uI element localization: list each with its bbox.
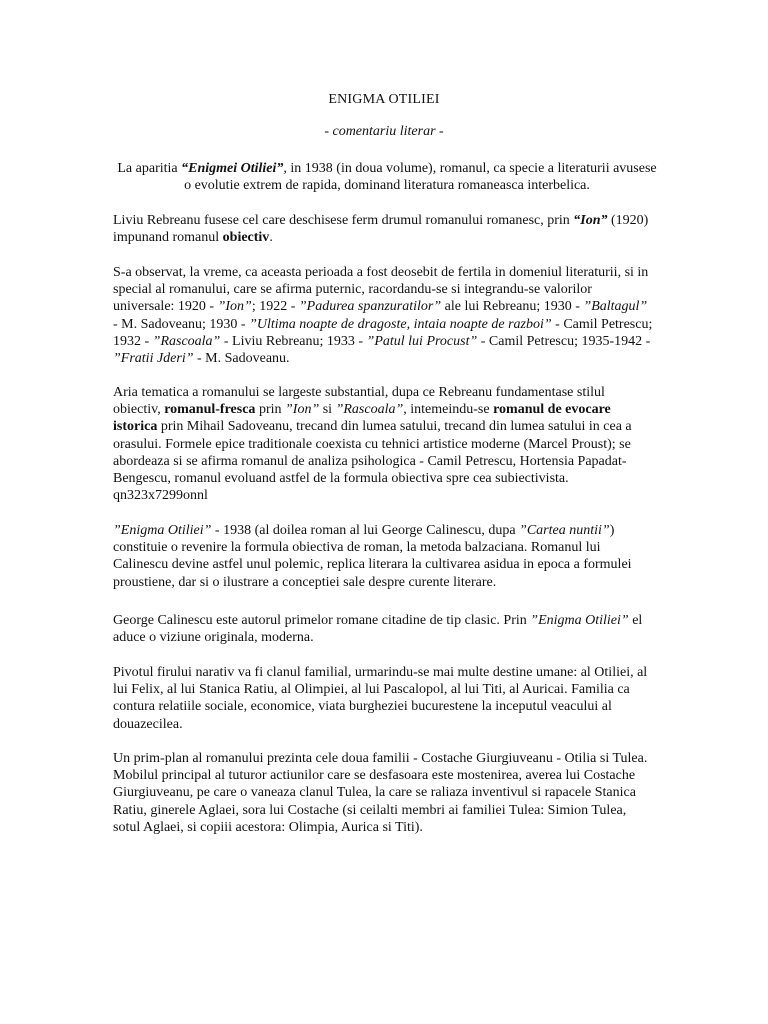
paragraph-rebreanu [113,212,653,246]
bold-term: romanul-fresca [164,402,256,418]
text-run: George Calinescu este autorul primelor romane citadine de tip clasic. Prin [113,613,531,628]
text-run: ) constituie o revenire la formula obiectiva de roman, la metoda balzaciana. Romanul lui Calinescu devine astfel unul polemic, replica literara la cultivarea asidua in epoca a formulei proustiene, dar si o ilustrare a conceptiei sale despre curente literare. [113,523,632,590]
paragraph-narrative: Pivotul firului narativ va fi clanul familial, urmarindu-se mai multe destine umane: al Otiliei, al lui Felix, al lui Stanica Ratiu, al Olimpiei, al lui Pascalopol, al lui Titi, al Auricai. Familia ca contura relatiile sociale, economice, viata burgheziei bucurestene la inceputul veacului al douazecilea. [113,665,648,732]
emphasis-title: “Enigmei Otiliei” [181,161,284,176]
work-title: ”Cartea nuntii” [519,523,610,538]
work-title: ”Ultima noapte de dragoste, intaia noapte de razboi” [249,316,552,332]
text-run: , intemeindu-se [403,402,494,418]
text-run: - M. Sadoveanu. [193,351,290,367]
work-title: ”Rascoala” [335,402,404,418]
text-run: (1920) impunand romanul [113,213,649,246]
text-run: prin Mihail Sadoveanu, trecand din lumea satului, trecand din lumea satului in cea a orasului. Formele epice traditionale coexista cu tehnici artistice moderne (Marcel Proust); se abordeaza si se afirma romanul de analiza psihologica - Camil Petrescu, Hortensia Papadat-Bengescu, romanul evoluand astfel de la formula obiectiva spre cea subiectivista. qn323x7299onnl [113,419,632,504]
work-title: ”Ion” [285,402,320,418]
work-title: ”Baltagul” [583,299,648,315]
paragraph-families: Un prim-plan al romanului prezinta cele doua familii - Costache Giurgiuveanu - Otilia si Tulea. Mobilul principal al tuturor actiunilor care se desfasoara este mostenirea, averea lui Costache Giurgiuveanu, pe care o vaneaza clanul Tulea, la care se raliaza inventivul si rapacele Stanica Ratiu, ginerele Aglaei, sora lui Costache (si ceilalti membri ai familiei Tulea: Simion Tulea, sotul Aglaei, si copiii acestora: Olimpia, Aurica si Titi). [113,751,648,835]
document-subtitle: - comentariu literar - [324,124,444,139]
work-title: ”Patul lui Procust” [366,333,478,349]
text-run: . [269,230,273,246]
text-run: si [319,402,336,418]
work-title: ”Ion” [217,299,252,315]
bold-term: romanul de evocare istorica [113,402,611,435]
text-run: Aria tematica a romanului se largeste substantial, dupa ce Rebreanu fundamentase stilul obiectiv, [113,385,605,418]
text-run: - Liviu Rebreanu; 1933 - [220,333,367,349]
emphasis-title: “Ion” [573,213,608,228]
work-title: ”Fratii Jderi” [113,351,194,367]
text-run: - Camil Petrescu; 1932 - [113,316,653,349]
text-run: ; 1922 - [251,299,299,315]
paragraph-intro [113,160,661,194]
text-run: - Camil Petrescu; 1935-1942 - [477,333,651,349]
work-title: ”Enigma Otiliei” [530,613,629,628]
text-run: ale lui Rebreanu; 1930 - [441,299,584,315]
paragraph-enigma-otiliei [113,522,653,591]
paragraph-period [113,264,653,367]
text-run: - 1938 (al doilea roman al lui George Calinescu, dupa [211,523,520,538]
text-run: el aduce o viziune originala, moderna. [113,613,643,646]
bold-term: obiectiv [222,230,270,246]
paragraph-thematic-area [113,384,653,504]
text-run: , in 1938 (in doua volume), romanul, ca specie a literaturii avusese o evolutie extrem de rapida, dominand literatura romaneasca interbelica. [184,161,657,194]
document-title: ENIGMA OTILIEI [328,92,440,107]
paragraph-calinescu [113,612,653,646]
text-run: - M. Sadoveanu; 1930 - [113,316,250,332]
work-title: ”Rascoala” [152,333,221,349]
text-run: S-a observat, la vreme, ca aceasta perioada a fost deosebit de fertila in domeniul literaturii, si in special al romanului, care se afirma puternic, racordandu-se si integrandu-se valorilor universale: 1920 - [113,265,649,315]
work-title: ”Enigma Otiliei” [113,523,212,538]
work-title: ”Padurea spanzuratilor” [298,299,442,315]
text-run: La aparitia [117,161,182,176]
text-run: Liviu Rebreanu fusese cel care deschisese ferm drumul romanului romanesc, prin [113,213,574,228]
text-run: prin [255,402,285,418]
